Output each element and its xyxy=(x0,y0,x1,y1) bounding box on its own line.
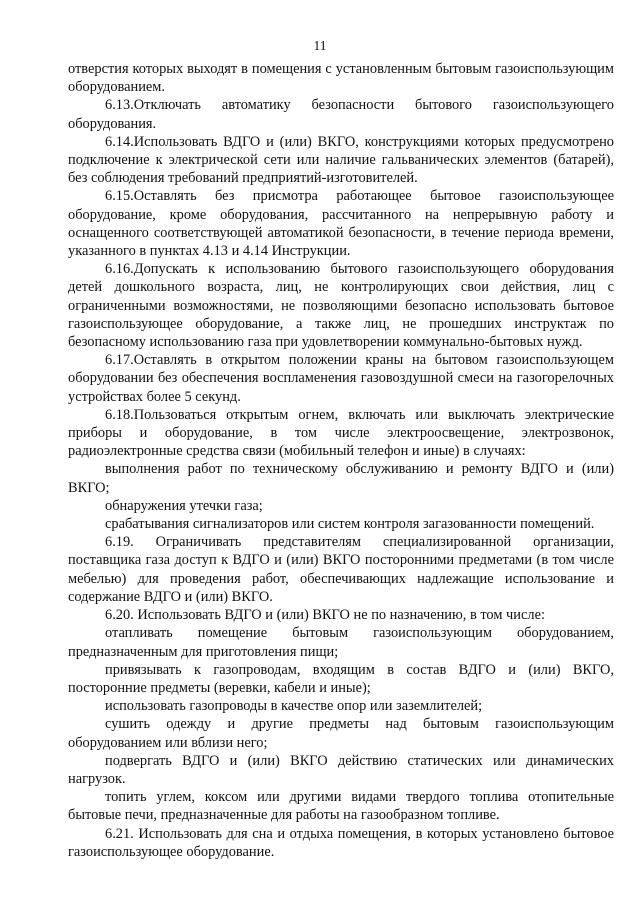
list-item: срабатывания сигнализаторов или систем контроля загазованности помещений. xyxy=(105,516,595,533)
list-item: обнаружения утечки газа; xyxy=(105,497,263,514)
list-item: топить углем, коксом или другими видами твердого топлива отопительные бытовые печи, предназначенные для работы на газообразном топливе. xyxy=(68,789,614,824)
paragraph: 6.15.Оставлять без присмотра работающее бытовое газоиспользующее оборудование, кроме оборудования, рассчитанного на непрерывную работу и оснащенного соответствующей автоматикой безопасности, в течение периода времени, указанного в пунктах 4.13 и 4.14 Инструкции. xyxy=(68,188,614,260)
list-item: подвергать ВДГО и (или) ВКГО действию статических или динамических нагрузок. xyxy=(68,752,614,787)
page-number: 11 xyxy=(313,38,327,53)
paragraph: 6.13.Отключать автоматику безопасности бытового газоиспользующего оборудования. xyxy=(68,97,614,132)
document-body xyxy=(68,60,614,861)
paragraph: 6.20. Использовать ВДГО и (или) ВКГО не по назначению, в том числе: xyxy=(105,607,545,624)
paragraph: 6.21. Использовать для сна и отдыха помещения, в которых установлено бытовое газоиспользующее оборудование. xyxy=(68,825,614,860)
list-item: использовать газопроводы в качестве опор или заземлителей; xyxy=(105,698,483,715)
paragraph: 6.18.Пользоваться открытым огнем, включать или выключать электрические приборы и оборудование, в том числе электроосвещение, электрозвонок, радиоэлектронные средства связи (мобильный телефон и иные) в случаях: xyxy=(68,406,614,460)
paragraph: 6.14.Использовать ВДГО и (или) ВКГО, конструкциями которых предусмотрено подключение к электрической сети или наличие гальванических элементов (батарей), без соблюдения требований предприятий-изготовителей. xyxy=(68,133,614,187)
paragraph: 6.19. Ограничивать представителям специализированной организации, поставщика газа доступ к ВДГО и (или) ВКГО посторонними предметами (в том числе мебелью) для проведения работ, обеспечивающих надлежащие использование и содержание ВДГО и (или) ВКГО. xyxy=(68,534,614,605)
list-item: сушить одежду и другие предметы над бытовым газоиспользующим оборудованием или вблизи него; xyxy=(68,716,614,751)
list-item: отапливать помещение бытовым газоиспользующим оборудованием, предназначенным для приготовления пищи; xyxy=(68,625,614,660)
paragraph: 6.17.Оставлять в открытом положении краны на бытовом газоиспользующем оборудовании без обеспечения воспламенения газовоздушной смеси на газогорелочных устройствах более 5 секунд. xyxy=(68,352,614,405)
paragraph: 6.16.Допускать к использованию бытового газоиспользующего оборудования детей дошкольного возраста, лиц, не контролирующих свои действия, лиц с ограниченными возможностями, не позволяющими безопасно использовать бытовое газоиспользующее оборудование, а также лиц, не прошедших инструктаж по безопасному использованию газа при удовлетворении коммунально-бытовых нужд. xyxy=(68,261,614,351)
list-item: выполнения работ по техническому обслуживанию и ремонту ВДГО и (или) ВКГО; xyxy=(68,461,614,496)
paragraph: отверстия которых выходят в помещения с установленным бытовым газоиспользующим оборудованием. xyxy=(68,61,614,96)
list-item: привязывать к газопроводам, входящим в состав ВДГО и (или) ВКГО, посторонние предметы (веревки, кабели и иные); xyxy=(68,661,614,696)
